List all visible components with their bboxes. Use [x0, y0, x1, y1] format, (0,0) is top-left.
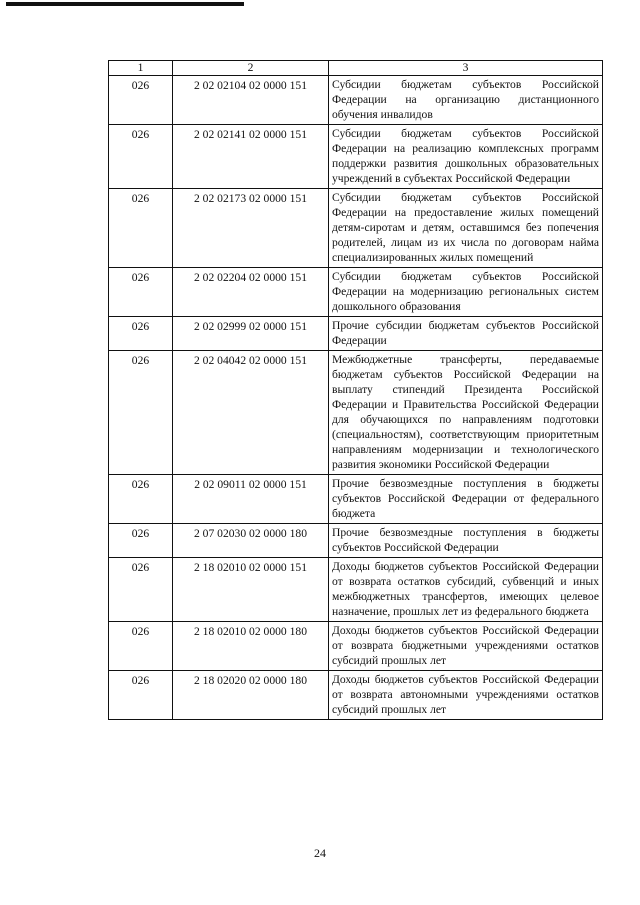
budget-code-cell: 2 02 02104 02 0000 151	[173, 76, 329, 125]
table-row	[109, 475, 603, 524]
table-row	[109, 76, 603, 125]
table-header-row	[109, 61, 603, 76]
income-name-cell: Прочие безвозмездные поступления в бюджеты субъектов Российской Федерации	[329, 524, 603, 558]
budget-code-cell: 2 02 09011 02 0000 151	[173, 475, 329, 524]
admin-code-cell: 026	[109, 76, 173, 125]
admin-code-cell: 026	[109, 189, 173, 268]
income-name-cell: Субсидии бюджетам субъектов Российской Федерации на реализацию комплексных программ поддержки развития дошкольных образовательных учреждений в субъектах Российской Федерации	[329, 125, 603, 189]
table-row	[109, 622, 603, 671]
income-name-cell: Доходы бюджетов субъектов Российской Федерации от возврата бюджетными учреждениями остатков субсидий прошлых лет	[329, 622, 603, 671]
table-row	[109, 125, 603, 189]
income-name-cell: Субсидии бюджетам субъектов Российской Федерации на предоставление жилых помещений детям-сиротам и детям, оставшимся без попечения родителей, лицам из их числа по договорам найма специализированных жилых помещений	[329, 189, 603, 268]
header-col-1: 1	[109, 61, 173, 76]
header-col-3: 3	[329, 61, 603, 76]
table-row	[109, 524, 603, 558]
budget-code-cell: 2 07 02030 02 0000 180	[173, 524, 329, 558]
table-row	[109, 268, 603, 317]
admin-code-cell: 026	[109, 475, 173, 524]
budget-code-cell: 2 18 02010 02 0000 151	[173, 558, 329, 622]
admin-code-cell: 026	[109, 125, 173, 189]
budget-code-cell: 2 18 02020 02 0000 180	[173, 671, 329, 720]
table-row	[109, 351, 603, 475]
header-col-2: 2	[173, 61, 329, 76]
income-codes-table	[108, 60, 603, 720]
top-rule	[6, 2, 244, 6]
admin-code-cell: 026	[109, 671, 173, 720]
table-row	[109, 558, 603, 622]
budget-code-cell: 2 18 02010 02 0000 180	[173, 622, 329, 671]
income-name-cell: Субсидии бюджетам субъектов Российской Федерации на организацию дистанционного обучения инвалидов	[329, 76, 603, 125]
budget-code-cell: 2 02 02141 02 0000 151	[173, 125, 329, 189]
budget-code-cell: 2 02 04042 02 0000 151	[173, 351, 329, 475]
income-name-cell: Межбюджетные трансферты, передаваемые бюджетам субъектов Российской Федерации на выплату стипендий Президента Российской Федерации и Правительства Российской Федерации для обучающихся по направлениям подготовки (специальностям), соответствующим приоритетным направлениям модернизации и технологического развития экономики Российской Федерации	[329, 351, 603, 475]
table-row	[109, 189, 603, 268]
table-row	[109, 317, 603, 351]
admin-code-cell: 026	[109, 351, 173, 475]
admin-code-cell: 026	[109, 524, 173, 558]
admin-code-cell: 026	[109, 268, 173, 317]
income-name-cell: Прочие субсидии бюджетам субъектов Российской Федерации	[329, 317, 603, 351]
admin-code-cell: 026	[109, 317, 173, 351]
admin-code-cell: 026	[109, 558, 173, 622]
income-name-cell: Доходы бюджетов субъектов Российской Федерации от возврата автономными учреждениями остатков субсидий прошлых лет	[329, 671, 603, 720]
admin-code-cell: 026	[109, 622, 173, 671]
table-row	[109, 671, 603, 720]
page-number: 24	[314, 846, 326, 860]
budget-code-cell: 2 02 02173 02 0000 151	[173, 189, 329, 268]
income-name-cell: Доходы бюджетов субъектов Российской Федерации от возврата остатков субсидий, субвенций и иных межбюджетных трансфертов, имеющих целевое назначение, прошлых лет из федерального бюджета	[329, 558, 603, 622]
income-name-cell: Прочие безвозмездные поступления в бюджеты субъектов Российской Федерации от федерального бюджета	[329, 475, 603, 524]
income-name-cell: Субсидии бюджетам субъектов Российской Федерации на модернизацию региональных систем дошкольного образования	[329, 268, 603, 317]
budget-code-cell: 2 02 02204 02 0000 151	[173, 268, 329, 317]
budget-code-cell: 2 02 02999 02 0000 151	[173, 317, 329, 351]
